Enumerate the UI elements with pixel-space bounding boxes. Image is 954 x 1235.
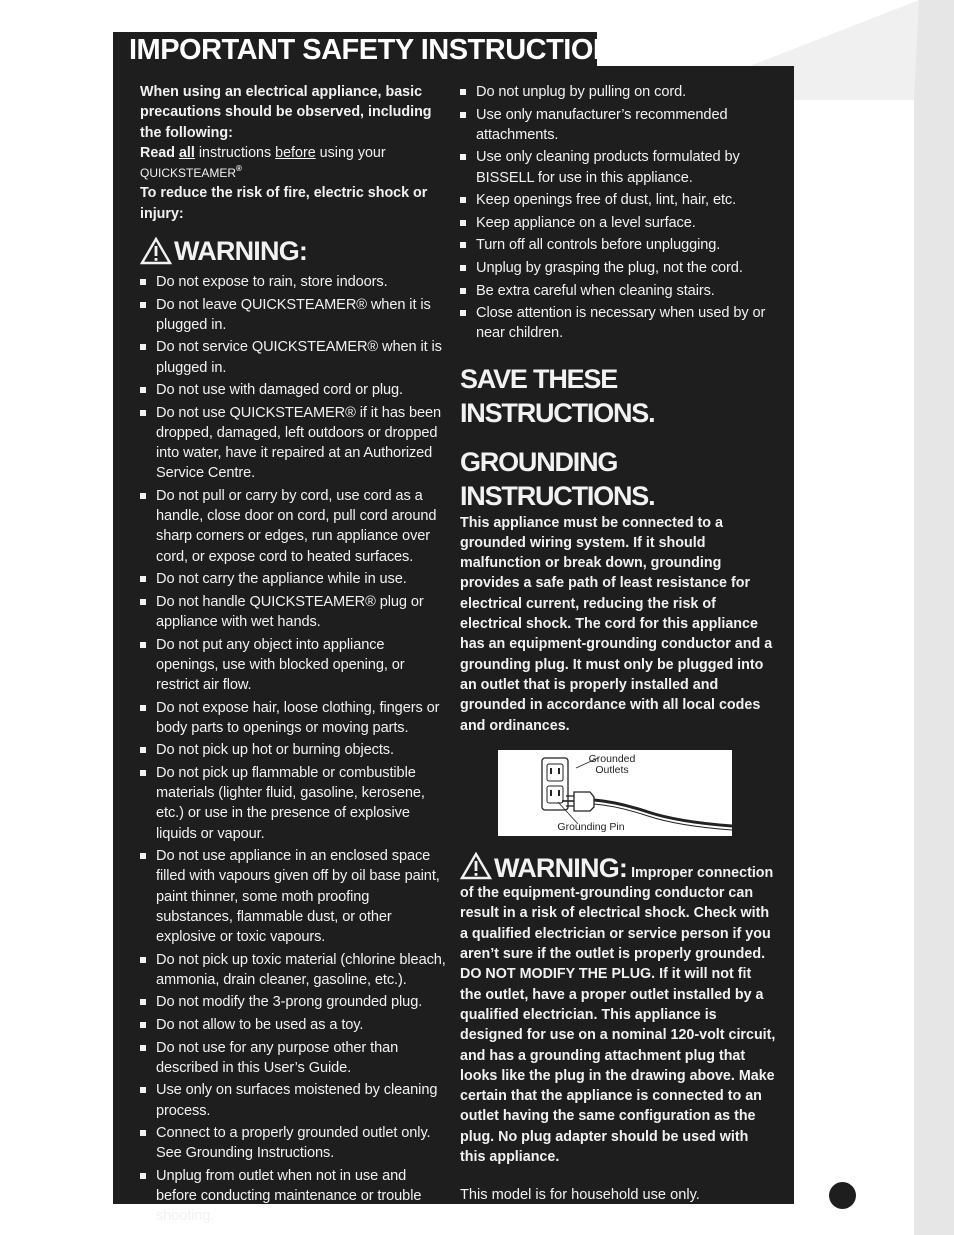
intro-precautions: When using an electrical appliance, basic precautions should be observed, including the following: <box>140 84 432 141</box>
grounded-outlets-label: Grounded Outlets <box>588 752 636 776</box>
list-item: Do not use with damaged cord or plug. <box>140 380 450 400</box>
list-item: Close attention is necessary when used by or near children. <box>460 303 776 343</box>
list-item: Do not modify the 3-prong grounded plug. <box>140 992 450 1012</box>
list-item: Do not put any object into appliance openings, use with blocked opening, or restrict air flow. <box>140 635 450 696</box>
list-item: Do not use QUICKSTEAMER® if it has been dropped, damaged, left outdoors or dropped into water, have it repaired at an Authorized Service Centre. <box>140 403 450 484</box>
precaution-list <box>460 82 776 344</box>
warning-triangle-icon <box>140 237 172 265</box>
list-item: Turn off all controls before unplugging. <box>460 235 776 255</box>
list-item: Use only cleaning products formulated by BISSELL for use in this appliance. <box>460 147 776 187</box>
grounding-body: This appliance must be connected to a grounded wiring system. If it should malfunction or break down, grounding provides a safe path of least resistance for electrical current, reducing the risk of electrical shock. The cord for this appliance has an equipment-grounding conductor and a grounding plug. It must only be plugged into an outlet that is properly installed and grounded in accordance with all local codes and ordinances. <box>460 514 773 734</box>
list-item: Do not expose to rain, store indoors. <box>140 272 450 292</box>
list-item: Do not pick up hot or burning objects. <box>140 740 450 760</box>
page-number-dot <box>829 1182 856 1209</box>
save-heading: SAVE THESE INSTRUCTIONS. <box>460 363 655 428</box>
list-item: Do not unplug by pulling on cord. <box>460 82 776 102</box>
list-item: Use only on surfaces moistened by cleaning process. <box>140 1080 450 1120</box>
grounding-pin-label: Grounding Pin <box>557 820 625 833</box>
warning-heading: WARNING: <box>140 234 450 268</box>
list-item: Do not pick up toxic material (chlorine bleach, ammonia, drain cleaner, gasoline, etc.). <box>140 950 450 990</box>
product-name: QUICKSTEAMER <box>140 166 237 181</box>
list-item: Do not allow to be used as a toy. <box>140 1015 450 1035</box>
list-item: Do not pick up flammable or combustible materials (lighter fluid, gasoline, kerosene, etc.) or use in the presence of explosive liquids or vapour. <box>140 763 450 844</box>
grounding-warning: WARNING: Improper connection of the equipment-grounding conductor can result in a risk of electrical shock. Check with a qualified electrician or service person if you aren’t sure if the outlet is properly grounded. DO NOT MODIFY THE PLUG. If it will not fit the outlet, have a proper outlet installed by a qualified electrician. This appliance is designed for use on a nominal 120-volt circuit, and has a grounding attachment plug that looks like the plug in the drawing above. Make certain that the appliance is connected to an outlet having the same configuration as the plug. No plug adapter should be used with this appliance. <box>460 852 776 1165</box>
grounding-heading: GROUNDING INSTRUCTIONS. <box>460 446 655 511</box>
grounded-outlet-figure <box>498 750 732 836</box>
list-item: Do not pull or carry by cord, use cord as a handle, close door on cord, pull cord around sharp corners or edges, run appliance over cord, or expose cord to heated surfaces. <box>140 486 450 567</box>
list-item: Use only manufacturer’s recommended attachments. <box>460 105 776 145</box>
right-column <box>460 82 776 1220</box>
list-item: Unplug from outlet when not in use and before conducting maintenance or trouble shooting. <box>140 1166 450 1227</box>
list-item: Do not carry the appliance while in use. <box>140 569 450 589</box>
list-item: Do not use for any purpose other than described in this User’s Guide. <box>140 1038 450 1078</box>
list-item: Do not service QUICKSTEAMER® when it is plugged in. <box>140 337 450 377</box>
list-item: Do not handle QUICKSTEAMER® plug or appliance with wet hands. <box>140 592 450 632</box>
warning-list <box>140 272 450 1227</box>
intro-text: When using an electrical appliance, basic precautions should be observed, including the following: Read all instructions before using your QUICKSTEAMER® To reduce the risk of fire, electric shock or injury: <box>140 84 432 222</box>
intro-risk: To reduce the risk of fire, electric shock or injury: <box>140 185 428 222</box>
page-title: IMPORTANT SAFETY INSTRUCTIONS <box>113 32 597 68</box>
list-item: Keep appliance on a level surface. <box>460 213 776 233</box>
list-item: Unplug by grasping the plug, not the cord. <box>460 258 776 278</box>
list-item: Do not expose hair, loose clothing, fingers or body parts to openings or moving parts. <box>140 698 450 738</box>
warning-triangle-icon <box>460 852 492 880</box>
list-item: Be extra careful when cleaning stairs. <box>460 281 776 301</box>
list-item: Do not leave QUICKSTEAMER® when it is plugged in. <box>140 295 450 335</box>
list-item: Keep openings free of dust, lint, hair, etc. <box>460 190 776 210</box>
household-note: This model is for household use only. <box>460 1187 700 1204</box>
list-item: Connect to a properly grounded outlet only. See Grounding Instructions. <box>140 1123 450 1163</box>
list-item: Do not use appliance in an enclosed space filled with vapours given off by oil base paint, paint thinner, some moth proofing substances, flammable dust, or other explosive or toxic vapours. <box>140 846 450 947</box>
left-column <box>140 82 450 1229</box>
